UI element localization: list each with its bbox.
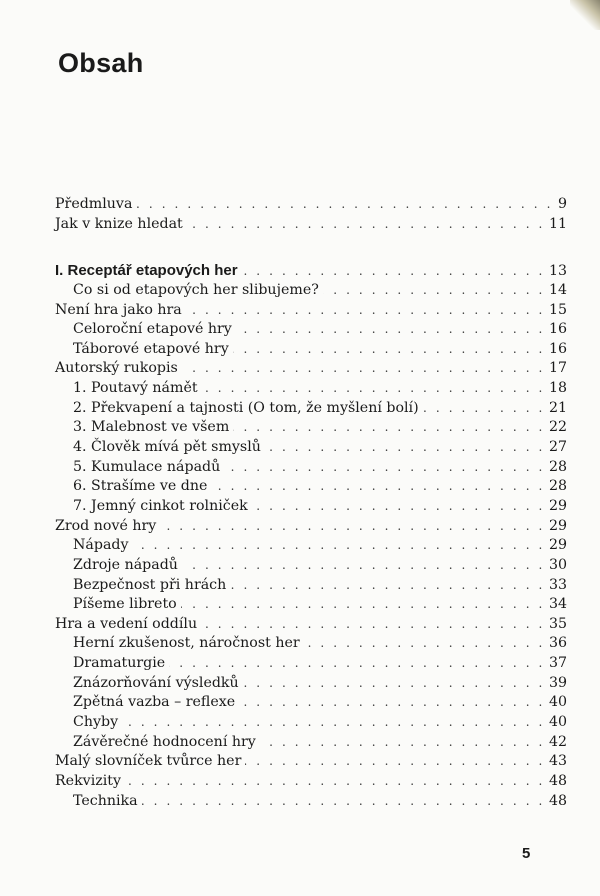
dot-leader: [323, 281, 545, 301]
toc-entry[interactable]: [55, 418, 567, 438]
toc-entry[interactable]: [55, 634, 567, 654]
toc-entry[interactable]: [55, 693, 567, 713]
dot-leader: [265, 438, 545, 458]
dot-leader: [182, 556, 545, 576]
dot-leader: [252, 497, 545, 517]
toc-entry-label: Znázorňování výsledků: [73, 674, 239, 691]
toc-entry[interactable]: [55, 379, 567, 399]
toc-entry-page: 28: [548, 478, 567, 495]
dot-leader: [242, 262, 545, 282]
dot-leader: [122, 713, 545, 733]
toc-entry-label: Autorský rukopis: [55, 360, 178, 377]
toc-entry[interactable]: [55, 733, 567, 753]
toc-entry-label: 6. Strašíme ve dne: [73, 478, 208, 495]
toc-entry[interactable]: [55, 215, 567, 235]
toc-entry-label: Rekvizity: [55, 772, 121, 789]
dot-leader: [233, 418, 545, 438]
toc-entry[interactable]: [55, 713, 567, 733]
toc-entry-label: Zrod nové hry: [55, 517, 157, 534]
toc-entry[interactable]: [55, 576, 567, 596]
dot-leader: [239, 693, 545, 713]
toc-entry-page: 22: [548, 419, 567, 436]
dot-leader: [125, 772, 545, 792]
toc-entry-page: 30: [548, 556, 567, 573]
toc-entry-page: 29: [548, 537, 567, 554]
toc-entry-page: 13: [548, 263, 567, 280]
toc-entry[interactable]: [55, 772, 567, 792]
toc-entry[interactable]: [55, 301, 567, 321]
dot-leader: [133, 536, 545, 556]
toc-entry[interactable]: [55, 752, 567, 772]
dot-leader: [186, 301, 545, 321]
toc-entry-label: 7. Jemný cinkot rolniček: [73, 497, 248, 514]
toc-entry-page: 33: [548, 576, 567, 593]
dot-leader: [182, 359, 545, 379]
toc-entry-label: Zpětná vazba – reflexe: [73, 694, 236, 711]
toc-entry-label: Závěrečné hodnocení hry: [73, 733, 256, 750]
toc-entry[interactable]: [55, 536, 567, 556]
toc-entry-label: Píšeme libreto: [73, 596, 177, 613]
toc-entry-page: 15: [548, 301, 567, 318]
dot-leader: [423, 399, 545, 419]
toc-entry-page: 14: [548, 281, 567, 298]
toc-entry[interactable]: [55, 359, 567, 379]
table-of-contents: [55, 195, 567, 811]
toc-entry[interactable]: [55, 497, 567, 517]
toc-entry-label: Herní zkušenost, náročnost her: [73, 635, 300, 652]
dot-leader: [160, 517, 545, 537]
toc-entry-page: 42: [548, 733, 567, 750]
toc-entry-page: 11: [548, 215, 567, 232]
toc-entry-label: Dramaturgie: [73, 655, 166, 672]
dot-leader: [233, 340, 545, 360]
toc-entry-label: 4. Člověk mívá pět smyslů: [73, 439, 261, 456]
toc-entry[interactable]: [55, 320, 567, 340]
toc-entry-label: Co si od etapových her slibujeme?: [73, 281, 319, 298]
toc-entry-label: Zdroje nápadů: [73, 556, 178, 573]
toc-entry-page: 36: [548, 635, 567, 652]
toc-entry-page: 35: [548, 615, 567, 632]
toc-entry-page: 37: [548, 655, 567, 672]
toc-entry-page: 29: [548, 497, 567, 514]
dot-leader: [230, 576, 545, 596]
toc-entry-page: 27: [548, 439, 567, 456]
toc-entry-label: Není hra jako hra: [55, 301, 182, 318]
toc-entry[interactable]: [55, 654, 567, 674]
page-number: 5: [522, 845, 531, 862]
toc-entry-page: 39: [548, 674, 567, 691]
toc-entry-page: 18: [548, 380, 567, 397]
toc-entry[interactable]: [55, 556, 567, 576]
toc-entry-page: 9: [557, 196, 567, 212]
toc-entry-label: Hra a vedení oddílu: [55, 615, 198, 632]
dot-leader: [136, 195, 553, 215]
toc-entry[interactable]: [55, 195, 567, 215]
toc-entry-label: Malý slovníček tvůrce her: [55, 753, 242, 770]
toc-entry-label: Předmluva: [55, 196, 133, 212]
toc-entry-label: Táborové etapové hry: [73, 340, 229, 357]
dot-leader: [260, 733, 545, 753]
dot-leader: [245, 752, 545, 772]
dot-leader: [187, 215, 545, 235]
toc-entry-label: 2. Překvapení a tajnosti (O tom, že myšlení bolí): [73, 399, 419, 416]
toc-entry-page: 29: [548, 517, 567, 534]
toc-entry-label: Bezpečnost při hrách: [73, 576, 227, 593]
toc-entry-label: I. Receptář etapových her: [55, 262, 238, 280]
toc-entry-page: 28: [548, 458, 567, 475]
dot-leader: [181, 595, 545, 615]
toc-entry-label: Nápady: [73, 537, 129, 554]
dot-leader: [243, 674, 545, 694]
toc-entry-page: 48: [548, 772, 567, 789]
toc-entry-label: Celoroční etapové hry: [73, 321, 232, 338]
toc-entry[interactable]: [55, 281, 567, 301]
page-corner-shadow: [570, 0, 600, 30]
dot-leader: [201, 615, 545, 635]
toc-part-heading[interactable]: [55, 261, 567, 281]
toc-entry[interactable]: [55, 792, 567, 812]
toc-entry-page: 17: [548, 360, 567, 377]
dot-leader: [169, 654, 545, 674]
toc-entry[interactable]: [55, 517, 567, 537]
toc-entry-page: 43: [548, 753, 567, 770]
toc-entry[interactable]: [55, 438, 567, 458]
toc-entry[interactable]: [55, 615, 567, 635]
dot-leader: [224, 458, 545, 478]
toc-entry[interactable]: [55, 340, 567, 360]
toc-entry-label: Technika: [73, 792, 138, 809]
toc-entry-page: 40: [548, 714, 567, 731]
dot-leader: [202, 379, 545, 399]
dot-leader: [211, 477, 545, 497]
toc-entry[interactable]: [55, 477, 567, 497]
toc-entry-page: 16: [548, 321, 567, 338]
toc-entry-page: 34: [548, 596, 567, 613]
toc-entry-label: Jak v knize hledat: [55, 215, 183, 232]
toc-entry[interactable]: [55, 458, 567, 478]
toc-entry-label: 1. Poutavý námět: [73, 380, 198, 397]
toc-entry[interactable]: [55, 399, 567, 419]
toc-entry-page: 40: [548, 694, 567, 711]
dot-leader: [236, 320, 545, 340]
toc-entry[interactable]: [55, 595, 567, 615]
toc-entry-label: 5. Kumulace nápadů: [73, 458, 221, 475]
toc-entry-page: 16: [548, 340, 567, 357]
dot-leader: [304, 634, 545, 654]
toc-entry-label: Chyby: [73, 714, 119, 731]
page-title: Obsah: [58, 48, 144, 78]
toc-entry-page: 21: [548, 399, 567, 416]
toc-entry-page: 48: [548, 792, 567, 809]
dot-leader: [142, 792, 545, 812]
toc-entry-label: 3. Malebnost ve všem: [73, 419, 230, 436]
toc-entry[interactable]: [55, 674, 567, 694]
